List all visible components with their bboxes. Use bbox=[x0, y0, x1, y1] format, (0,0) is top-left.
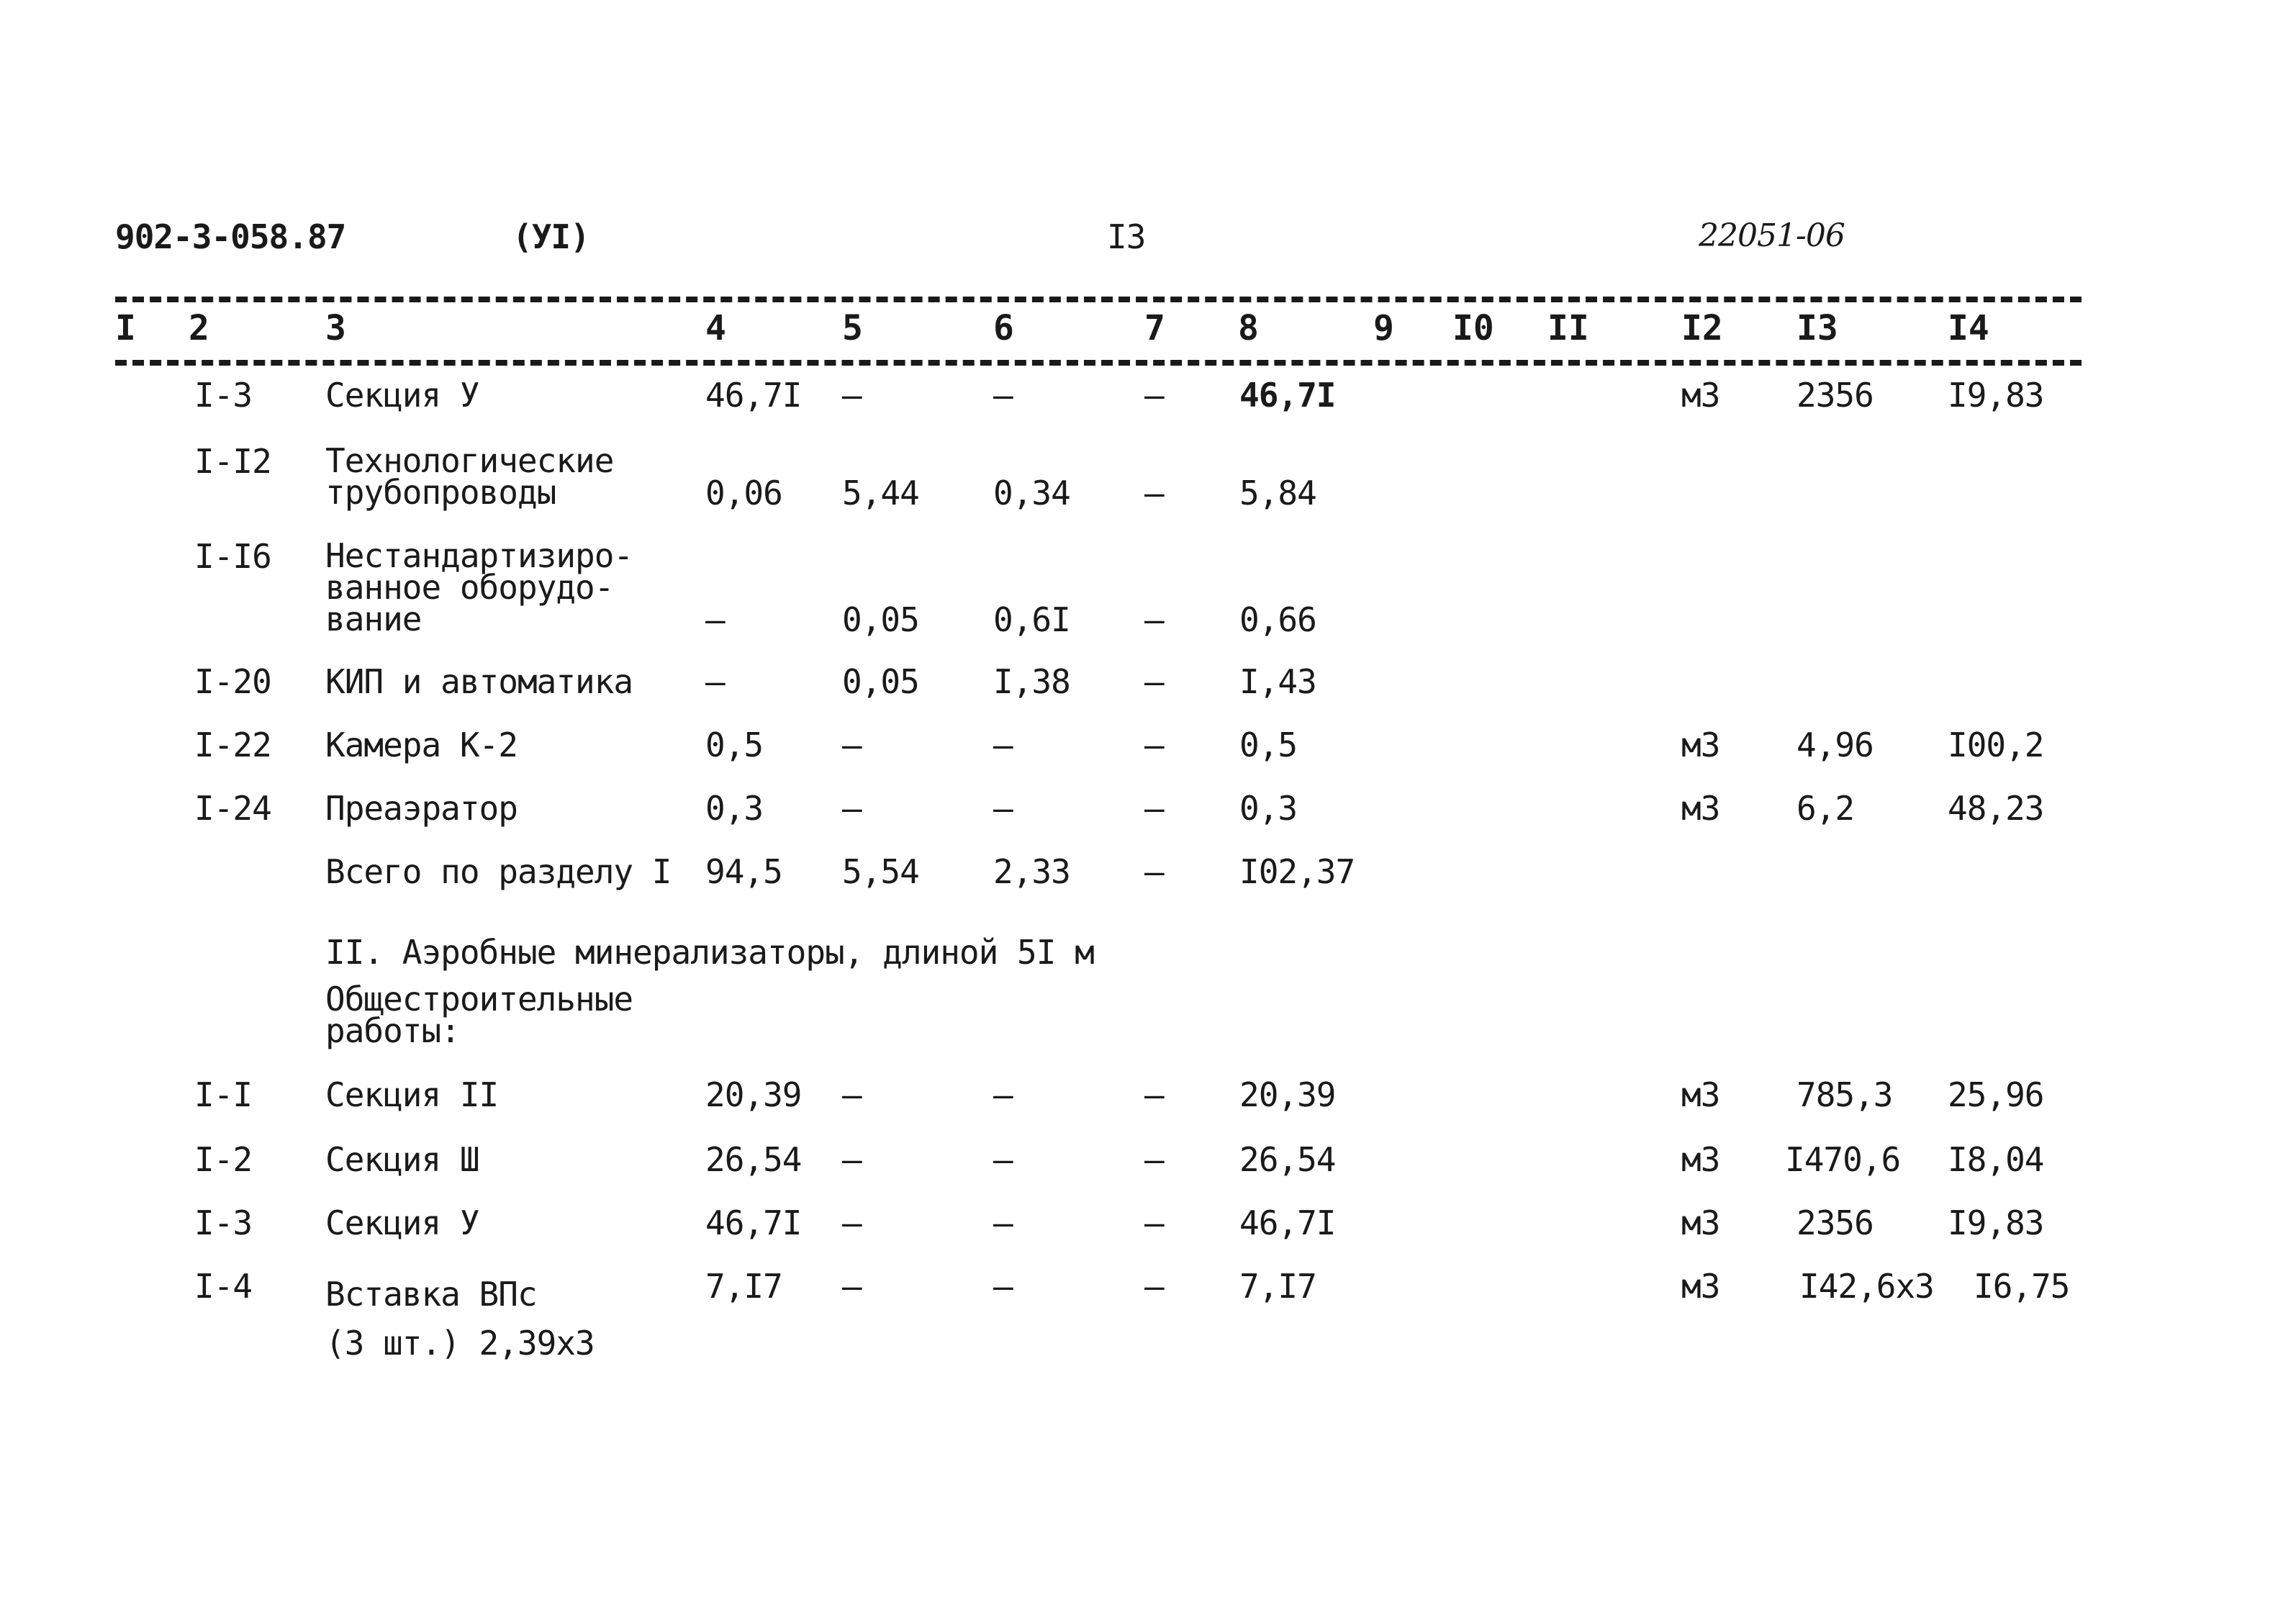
cell-pos: I-I bbox=[194, 1075, 253, 1114]
cell-col12: м3 bbox=[1681, 1267, 1720, 1306]
cell-col8: 26,54 bbox=[1239, 1140, 1336, 1179]
cell-col14: I9,83 bbox=[1948, 376, 2044, 415]
cell-name: Вставка ВПс (3 шт.) 2,39х3 bbox=[325, 1275, 595, 1363]
cell-col7: – bbox=[1144, 1140, 1164, 1179]
cell-pos: I-2 bbox=[194, 1140, 253, 1179]
cell-col13: 2356 bbox=[1796, 1203, 1874, 1242]
cell-col5: – bbox=[842, 376, 862, 415]
cell-col7: – bbox=[1144, 789, 1164, 828]
cell-col5: 5,54 bbox=[842, 852, 919, 891]
cell-col8: 0,66 bbox=[1239, 600, 1316, 639]
cell-col4: 46,7I bbox=[705, 376, 802, 415]
cell-col6: – bbox=[993, 789, 1013, 828]
cell-col12: м3 bbox=[1681, 1075, 1720, 1114]
cell-col12: м3 bbox=[1681, 376, 1720, 415]
cell-col8: 46,7I bbox=[1239, 376, 1336, 415]
cell-col6: – bbox=[993, 726, 1013, 764]
column-header: 7 bbox=[1144, 308, 1165, 348]
cell-col7: – bbox=[1144, 600, 1164, 639]
cell-pos: I-4 bbox=[194, 1267, 253, 1306]
cell-col8: 5,84 bbox=[1239, 474, 1316, 512]
cell-name: Камера К-2 bbox=[325, 726, 517, 764]
cell-col7: – bbox=[1144, 1203, 1164, 1242]
cell-col7: – bbox=[1144, 474, 1164, 512]
cell-col8: 46,7I bbox=[1239, 1203, 1336, 1242]
cell-col12: м3 bbox=[1681, 1140, 1720, 1179]
cell-name: Секция У bbox=[325, 376, 479, 415]
column-header: 9 bbox=[1373, 308, 1394, 348]
cell-col13: 2356 bbox=[1796, 376, 1874, 415]
table-top-rule bbox=[115, 297, 2082, 302]
cell-pos: I-3 bbox=[194, 1203, 253, 1242]
cell-name: Нестандартизиро- ванное оборудо- вание bbox=[325, 536, 633, 638]
cell-col7: – bbox=[1144, 1267, 1164, 1306]
column-header: II bbox=[1547, 308, 1589, 348]
cell-col5: – bbox=[842, 1140, 862, 1179]
cell-col14: I00,2 bbox=[1948, 726, 2044, 764]
cell-pos: I-24 bbox=[194, 789, 271, 828]
column-header: 4 bbox=[705, 308, 726, 348]
cell-col13: I470,6 bbox=[1785, 1140, 1901, 1179]
cell-name: Технологические трубопроводы bbox=[325, 441, 614, 512]
cell-col7: – bbox=[1144, 1075, 1164, 1114]
cell-col4: – bbox=[705, 662, 725, 701]
cell-col14: I9,83 bbox=[1948, 1203, 2044, 1242]
cell-col5: 0,05 bbox=[842, 662, 919, 701]
cell-col5: – bbox=[842, 1075, 862, 1114]
cell-col6: 2,33 bbox=[993, 852, 1070, 891]
cell-col5: – bbox=[842, 1267, 862, 1306]
cell-col6: 0,34 bbox=[993, 474, 1070, 512]
doc-code: 902-3-058.87 bbox=[115, 217, 346, 256]
cell-pos: I-I6 bbox=[194, 537, 271, 576]
cell-col12: м3 bbox=[1681, 789, 1720, 828]
cell-pos: I-20 bbox=[194, 662, 271, 701]
cell-col6: 0,6I bbox=[993, 600, 1070, 639]
column-header: I2 bbox=[1681, 308, 1723, 348]
cell-col7: – bbox=[1144, 376, 1164, 415]
cell-col12: м3 bbox=[1681, 726, 1720, 764]
column-header: 5 bbox=[842, 308, 863, 348]
section-title: II. Аэробные минерализаторы, длиной 5I м bbox=[325, 933, 1094, 972]
column-header: I3 bbox=[1796, 308, 1838, 348]
cell-col6: – bbox=[993, 1140, 1013, 1179]
cell-pos: I-22 bbox=[194, 726, 271, 764]
handwritten-stamp: 22051-06 bbox=[1699, 217, 1845, 254]
cell-col5: – bbox=[842, 1203, 862, 1242]
cell-col6: – bbox=[993, 1267, 1013, 1306]
cell-col8: 0,5 bbox=[1239, 726, 1298, 764]
cell-col14: 25,96 bbox=[1948, 1075, 2044, 1114]
cell-col8: 0,3 bbox=[1239, 789, 1298, 828]
cell-col14: I8,04 bbox=[1948, 1140, 2044, 1179]
cell-col13: 6,2 bbox=[1796, 789, 1855, 828]
section-total-label: Всего по разделу I bbox=[325, 852, 672, 891]
cell-col8: 7,I7 bbox=[1239, 1267, 1316, 1306]
cell-col4: 0,06 bbox=[705, 474, 782, 512]
cell-col4: 26,54 bbox=[705, 1140, 802, 1179]
column-header: I4 bbox=[1948, 308, 1989, 348]
cell-col13: I42,6х3 bbox=[1799, 1267, 1934, 1306]
volume-label: (УI) bbox=[512, 217, 589, 256]
cell-col7: – bbox=[1144, 852, 1164, 891]
cell-col4: – bbox=[705, 600, 725, 639]
table-header-rule bbox=[115, 360, 2082, 366]
column-header: I bbox=[115, 308, 136, 348]
cell-col4: 0,3 bbox=[705, 789, 764, 828]
cell-name: Секция У bbox=[325, 1203, 479, 1242]
cell-name: Секция II bbox=[325, 1075, 499, 1114]
cell-col6: – bbox=[993, 1203, 1013, 1242]
page-number: I3 bbox=[1107, 217, 1146, 256]
cell-name: Секция Ш bbox=[325, 1140, 479, 1179]
cell-col5: 5,44 bbox=[842, 474, 919, 512]
cell-col5: – bbox=[842, 789, 862, 828]
cell-col8: I02,37 bbox=[1239, 852, 1355, 891]
column-header: 6 bbox=[993, 308, 1014, 348]
cell-col7: – bbox=[1144, 662, 1164, 701]
column-header: 8 bbox=[1238, 308, 1259, 348]
cell-pos: I-I2 bbox=[194, 442, 271, 481]
cell-col4: 20,39 bbox=[705, 1075, 802, 1114]
column-header: I0 bbox=[1452, 308, 1494, 348]
cell-name: Преаэратор bbox=[325, 789, 517, 828]
cell-col4: 7,I7 bbox=[705, 1267, 782, 1306]
cell-col5: 0,05 bbox=[842, 600, 919, 639]
column-header: 2 bbox=[189, 308, 209, 348]
cell-col6: I,38 bbox=[993, 662, 1070, 701]
cell-col13: 785,3 bbox=[1796, 1075, 1893, 1114]
section-subtitle: Общестроительные работы: bbox=[325, 980, 633, 1050]
cell-col13: 4,96 bbox=[1796, 726, 1874, 764]
cell-col4: 0,5 bbox=[705, 726, 764, 764]
cell-col14: 48,23 bbox=[1948, 789, 2044, 828]
cell-col8: I,43 bbox=[1239, 662, 1316, 701]
cell-col7: – bbox=[1144, 726, 1164, 764]
cell-col4: 94,5 bbox=[705, 852, 782, 891]
cell-pos: I-3 bbox=[194, 376, 253, 415]
cell-col5: – bbox=[842, 726, 862, 764]
cell-col6: – bbox=[993, 1075, 1013, 1114]
cell-col14: I6,75 bbox=[1974, 1267, 2070, 1306]
cell-col4: 46,7I bbox=[705, 1203, 802, 1242]
cell-col8: 20,39 bbox=[1239, 1075, 1336, 1114]
column-header: 3 bbox=[325, 308, 346, 348]
cell-col6: – bbox=[993, 376, 1013, 415]
cell-col12: м3 bbox=[1681, 1203, 1720, 1242]
cell-name: КИП и автоматика bbox=[325, 662, 633, 701]
